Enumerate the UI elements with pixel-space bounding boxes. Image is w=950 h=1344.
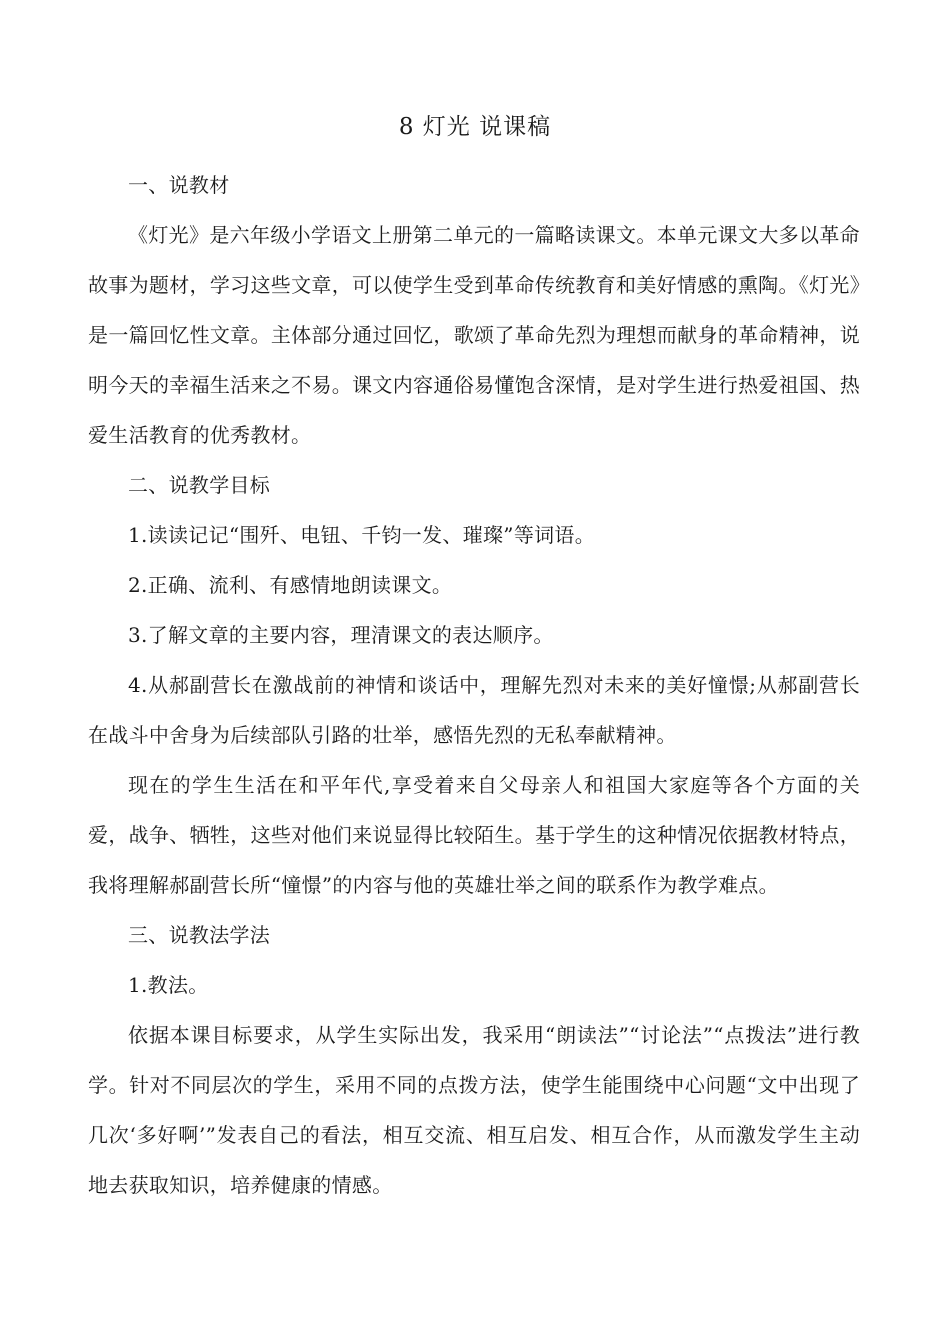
goal-item-2: 2.正确、流利、有感情地朗读课文。 — [128, 573, 453, 597]
paragraph-teaching-method: 依据本课目标要求，从学生实际出发，我采用“朗读法”“讨论法”“点拨法”进行教学。针对不同层次的学生，采用不同的点拨方法，使学生能围绕中心问题“文中出现了几次‘多好啊’”发表自己的看法，相互交流、相互启发、相互合作，从而激发学生主动地去获取知识，培养健康的情感。 — [88, 1023, 860, 1197]
method-subheading-1: 1.教法。 — [128, 973, 209, 997]
section-heading-teaching-goals: 二、说教学目标 — [128, 473, 271, 497]
section-heading-textbook: 一、说教材 — [128, 173, 230, 197]
document-body — [88, 160, 860, 1210]
paragraph-teaching-difficulty: 现在的学生生活在和平年代,享受着来自父母亲人和祖国大家庭等各个方面的关爱，战争、牺牲，这些对他们来说显得比较陌生。基于学生的这种情况依据教材特点，我将理解郝副营长所“憧憬”的内容与他的英雄壮举之间的联系作为教学难点。 — [88, 773, 860, 897]
goal-item-1: 1.读读记记“围歼、电钮、千钧一发、璀璨”等词语。 — [128, 523, 596, 547]
section-heading-teaching-methods: 三、说教法学法 — [128, 923, 271, 947]
paragraph-textbook-description: 《灯光》是六年级小学语文上册第二单元的一篇略读课文。本单元课文大多以革命故事为题材，学习这些文章，可以使学生受到革命传统教育和美好情感的熏陶。《灯光》是一篇回忆性文章。主体部分通过回忆，歌颂了革命先烈为理想而献身的革命精神，说明今天的幸福生活来之不易。课文内容通俗易懂饱含深情，是对学生进行热爱祖国、热爱生活教育的优秀教材。 — [88, 223, 860, 447]
goal-item-4: 4.从郝副营长在激战前的神情和谈话中，理解先烈对未来的美好憧憬;从郝副营长在战斗中舍身为后续部队引路的壮举，感悟先烈的无私奉献精神。 — [88, 673, 860, 747]
goal-item-3: 3.了解文章的主要内容，理清课文的表达顺序。 — [128, 623, 554, 647]
document-title: 8 灯光 说课稿 — [398, 114, 552, 140]
